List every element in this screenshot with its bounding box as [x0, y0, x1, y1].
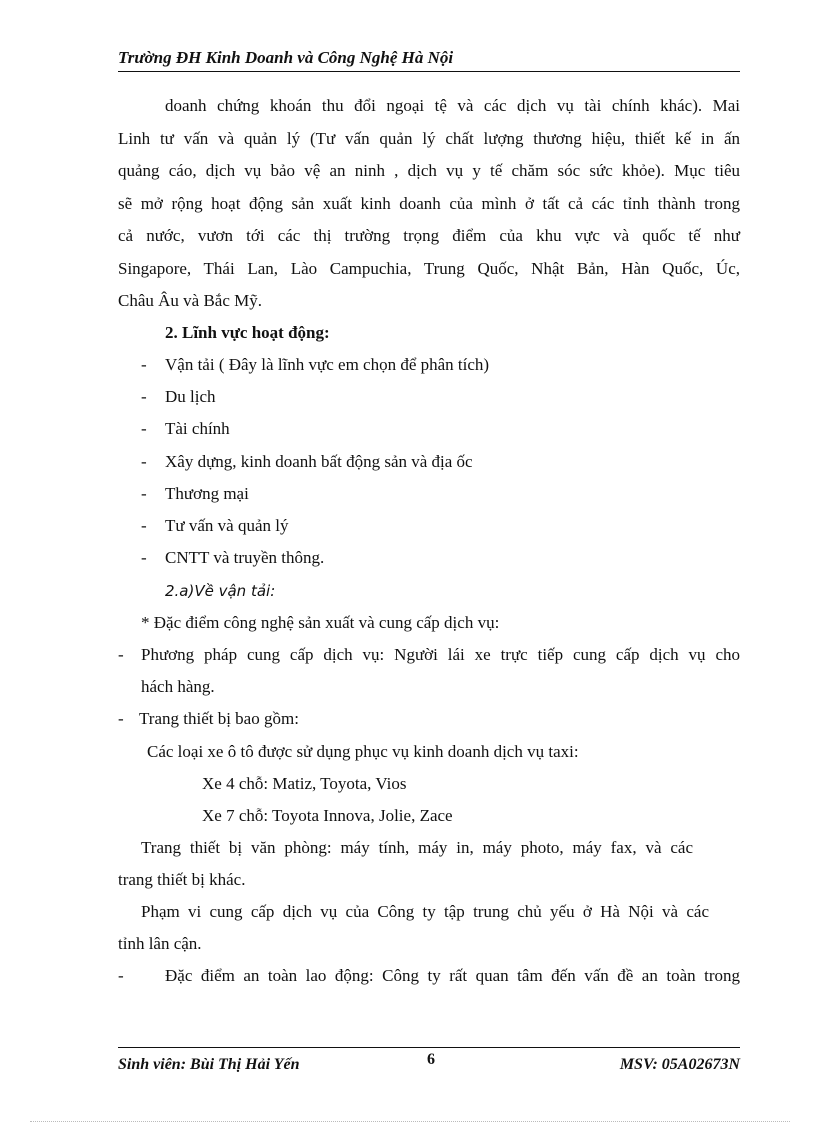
header-rule: [118, 71, 740, 72]
office-line: trang thiết bị khác.: [118, 870, 246, 889]
list-dash: -: [141, 484, 147, 503]
list-dash: -: [141, 355, 147, 374]
office-line: Trang thiết bị văn phòng: máy tính, máy in, máy photo, máy fax, và các: [141, 838, 693, 857]
list-item: Vận tải ( Đây là lĩnh vực em chọn để phân tích): [165, 355, 490, 374]
list-item: Tư vấn và quản lý: [165, 516, 289, 535]
scope-line: tỉnh lân cận.: [118, 934, 202, 953]
paragraph-line: Linh tư vấn và quản lý (Tư vấn quản lý chất lượng thương hiệu, thiết kế in ấn: [118, 129, 740, 148]
footer-student-id: MSV: 05A02673N: [619, 1056, 740, 1073]
feature-heading: * Đặc điểm công nghệ sản xuất và cung cấp dịch vụ:: [141, 613, 500, 632]
paragraph-line: doanh chứng khoán thu đổi ngoại tệ và các dịch vụ tài chính khác). Mai: [165, 96, 740, 115]
paragraph-line: Châu Âu và Bắc Mỹ.: [118, 291, 263, 310]
footer-student: Sinh viên: Bùi Thị Hải Yến: [118, 1056, 300, 1073]
footer-rule: [118, 1047, 740, 1048]
scope-line: Phạm vi cung cấp dịch vụ của Công ty tập trung chủ yếu ở Hà Nội và các: [141, 902, 709, 921]
list-dash: -: [118, 645, 124, 664]
equipment-line: Trang thiết bị bao gồm:: [139, 709, 299, 728]
method-line: Phương pháp cung cấp dịch vụ: Người lái xe trực tiếp cung cấp dịch vụ cho: [141, 645, 740, 664]
subsection-heading: 2.a)Về vận tải:: [165, 582, 276, 600]
list-dash: -: [141, 452, 147, 471]
car-types-line: Các loại xe ô tô được sử dụng phục vụ kinh doanh dịch vụ taxi:: [147, 742, 579, 761]
car7-line: Xe 7 chỗ: Toyota Innova, Jolie, Zace: [202, 806, 453, 825]
method-line: hách hàng.: [141, 677, 215, 696]
list-dash: -: [141, 387, 147, 406]
car4-line: Xe 4 chỗ: Matiz, Toyota, Vios: [202, 774, 407, 793]
list-dash: -: [141, 548, 147, 567]
list-dash: -: [118, 709, 124, 728]
paragraph-line: sẽ mở rộng hoạt động sản xuất kinh doanh của mình ở tất cả các tỉnh thành trong: [118, 194, 740, 213]
page-header: Trường ĐH Kinh Doanh và Công Nghệ Hà Nội: [118, 48, 454, 67]
paragraph-line: quảng cáo, dịch vụ bảo vệ an ninh , dịch vụ y tế chăm sóc sức khỏe). Mục tiêu: [118, 161, 740, 180]
section-heading: 2. Lĩnh vực hoạt động:: [165, 323, 330, 342]
list-item: Du lịch: [165, 387, 216, 406]
list-item: Thương mại: [165, 484, 249, 503]
paragraph-line: Singapore, Thái Lan, Lào Campuchia, Trung Quốc, Nhật Bản, Hàn Quốc, Úc,: [118, 259, 740, 278]
list-item: CNTT và truyền thông.: [165, 548, 325, 567]
list-dash: -: [141, 419, 147, 438]
list-dash: -: [141, 516, 147, 535]
paragraph-line: cả nước, vươn tới các thị trường trọng điểm của khu vực và quốc tế như: [118, 226, 740, 245]
list-item: Xây dựng, kinh doanh bất động sản và địa ốc: [165, 452, 473, 471]
page-bottom-edge: [30, 1121, 790, 1122]
list-dash: -: [118, 966, 124, 985]
list-item: Tài chính: [165, 419, 230, 438]
safety-line: Đặc điểm an toàn lao động: Công ty rất quan tâm đến vấn đề an toàn trong: [165, 966, 740, 985]
page-number: 6: [427, 1051, 435, 1068]
